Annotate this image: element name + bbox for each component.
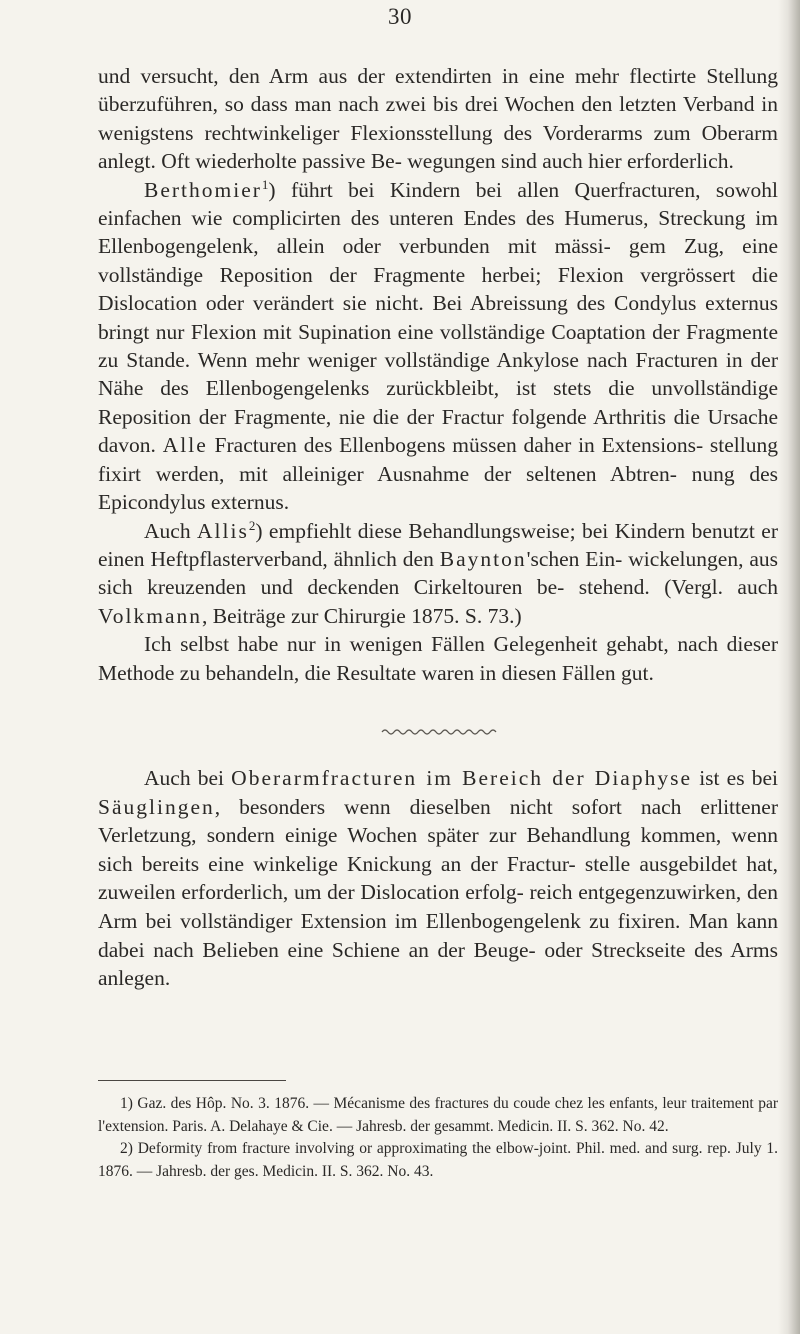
paragraph-4: Ich selbst habe nur in wenigen Fällen Gelegenheit gehabt, nach dieser Methode zu behandeln, die Resultate waren in diesen Fällen gut. — [98, 632, 778, 685]
paragraph-5 — [98, 764, 778, 993]
paragraph-1: und versucht, den Arm aus der extendirten in eine mehr flectirte Stellung überzuführen, so dass man nach zwei bis drei Wochen den letzten Verband in wenigstens rechtwinkeliger Flexionsstellung des Vorderarms zum Oberarm anlegt. Oft wiederholte passive Be- wegungen sind auch hier erforderlich. — [98, 64, 778, 174]
footnotes — [98, 1093, 778, 1183]
emphasis-alle: Alle — [162, 433, 208, 458]
section-divider-ornament — [380, 727, 500, 737]
paragraph-2-text-b: Fracturen des Ellenbogens müssen daher in Extensions- stellung fixirt werden, mit alleiniger Ausnahme der seltenen Abtren- nung des Epicondylus externus. — [98, 433, 778, 515]
footnote-2: 2) Deformity from fracture involving or approximating the elbow-joint. Phil. med. and surg. rep. July 1. 1876. — Jahresb. der ges. Medicin. II. S. 362. No. 43. — [98, 1140, 778, 1180]
paragraph-5-text-b: , besonders wenn dieselben nicht sofort nach erlittener Verletzung, sondern einige Wochen später zur Behandlung kommen, wenn sich bereits eine winkelige Knickung an der Fractur- stelle ausgebildet hat, zuweilen erforderlich, um der Dislocation erfolg- reich entgegenzuwirken, den Arm bei vollständiger Extension im Ellenbogengelenk zu fixiren. Man kann dabei nach Belieben eine Schiene an der Beuge- oder Streckseite des Arms anlegen. — [98, 794, 778, 991]
main-text — [98, 62, 778, 687]
footnote-1: 1) Gaz. des Hôp. No. 3. 1876. — Mécanisme des fractures du coude chez les enfants, leur traitement par l'extension. Paris. A. Delahaye & Cie. — Jahresb. der gesammt. Medicin. II. S. 362. No. 42. — [98, 1095, 778, 1135]
paragraph-3-text-b: 'schen Ein- wickelungen, aus sich kreuzenden und deckenden Cirkeltouren be- stehend. (Vergl. auch — [98, 546, 778, 600]
paragraph-3-text-c: , Beiträge zur Chirurgie 1875. S. 73.) — [202, 603, 522, 628]
section-2-text — [98, 764, 778, 993]
author-baynton: Baynton — [439, 546, 527, 571]
paragraph-3 — [98, 517, 778, 631]
author-berthomier: Berthomier — [144, 177, 262, 202]
emphasis-oberarmfracturen: Oberarmfracturen im Bereich der Diaphyse — [231, 766, 693, 790]
author-volkmann: Volkmann — [98, 603, 202, 628]
paragraph-2 — [98, 176, 778, 517]
footnote-rule — [98, 1080, 286, 1081]
paragraph-5-lead: Auch bei — [144, 766, 224, 790]
paragraph-3-lead: Auch — [144, 518, 191, 543]
emphasis-saeuglingen: Säuglingen — [98, 794, 215, 819]
paragraph-2-text-a: ) führt bei Kindern bei allen Querfracturen, sowohl einfachen wie complicirten des unteren Endes des Humerus, Streckung im Ellenbogengelenk, allein oder verbunden mit mässi- gem Zug, eine vollständige Reposition der Fragmente herbei; Flexion vergrössert die Dislocation oder verändert sie nicht. Bei Abreissung des Condylus externus bringt nur Flexion mit Supination eine vollständige Coaptation der Fragmente zu Stande. Wenn mehr weniger vollständige Ankylose nach Fracturen in der Nähe des Ellenbogengelenks zurückbleibt, ist stets die unvollständige Reposition der Fragmente, nie die der Fractur folgende Arthritis die Ursache davon. — [98, 177, 778, 458]
author-allis: Allis — [197, 518, 249, 543]
paragraph-5-text-a: ist es bei — [699, 766, 778, 790]
page-edge-shadow — [778, 0, 800, 1334]
footnote-ref-2: 2 — [248, 517, 256, 533]
page-number: 30 — [388, 4, 412, 29]
paragraph-3-text-a: ) empfiehlt diese Behandlungsweise; bei Kindern benutzt er einen Heftpflasterverband, ähnlich den — [98, 518, 778, 571]
footnote-ref-1: 1 — [261, 176, 269, 192]
